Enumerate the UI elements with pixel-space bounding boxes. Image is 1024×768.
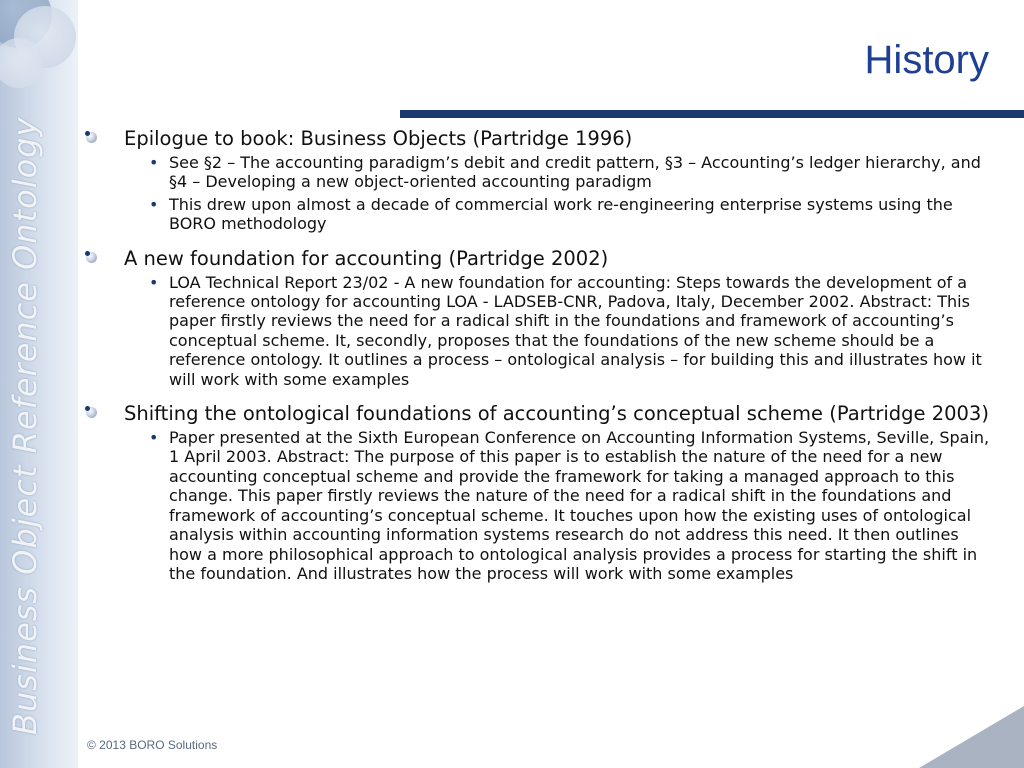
bullet-icon — [84, 250, 98, 264]
sub-bullet-list — [124, 428, 994, 583]
bullet-text: Shifting the ontological foundations of accounting’s conceptual scheme (Partridge 2003) — [124, 402, 989, 426]
sub-bullet-item — [124, 273, 994, 389]
corner-triangle-decoration — [919, 706, 1024, 768]
bullet-text: A new foundation for accounting (Partridge 2002) — [124, 246, 609, 270]
sub-bullet-icon: • — [149, 428, 159, 448]
sub-bullet-item — [124, 195, 994, 234]
bullet-icon — [84, 130, 98, 144]
bullet-text: Epilogue to book: Business Objects (Partridge 1996) — [124, 127, 633, 150]
title-divider — [400, 110, 1024, 118]
bullet-item — [84, 248, 994, 389]
copyright-footer: © 2013 BORO Solutions — [87, 738, 218, 752]
sub-bullet-item — [124, 428, 994, 583]
sub-bullet-icon: • — [149, 153, 159, 172]
bullet-item — [84, 403, 994, 583]
bullet-item — [84, 128, 994, 234]
sub-bullet-list — [124, 153, 994, 234]
sub-bullet-text: See §2 – The accounting paradigm’s debit and credit pattern, §3 – Accounting’s ledger hierarchy, and §4 – Developing a new object-oriented accounting paradigm — [169, 153, 981, 192]
sub-bullet-item — [124, 153, 994, 192]
slide-content — [84, 128, 994, 586]
bullet-icon — [84, 405, 98, 419]
sub-bullet-icon: • — [149, 272, 159, 292]
sub-bullet-text: This drew upon almost a decade of commercial work re-engineering enterprise systems using the BORO methodology — [169, 194, 953, 234]
sub-bullet-icon: • — [149, 194, 159, 214]
sub-bullet-text: LOA Technical Report 23/02 - A new foundation for accounting: Steps towards the development of a reference ontology for accounting LOA - LADSEB-CNR, Padova, Italy, December 2002. Abstract: This paper firstly reviews the need for a radical shift in the foundations and framework of accounting’s conceptual scheme. It, secondly, proposes that the foundations of the new scheme should be a reference ontology. It outlines a process – ontological analysis – for building this and illustrates how it will work with some examples — [169, 272, 982, 389]
sub-bullet-text: Paper presented at the Sixth European Conference on Accounting Information Systems, Seville, Spain, 1 April 2003. Abstract: The purpose of this paper is to establish the nature of the need for a new accounting conceptual scheme and provide the framework for taking a managed approach to this change. This paper firstly reviews the nature of the need for a radical shift in the foundations and framework of accounting’s conceptual scheme. It touches upon how the existing uses of ontological analysis within accounting information systems research do not address this need. It then outlines how a more philosophical approach to ontological analysis provides a process for starting the shift in the foundation. And illustrates how the process will work with some examples — [169, 428, 990, 583]
slide-title: History — [864, 38, 989, 82]
side-brand-text: Business Object Reference Ontology — [6, 116, 44, 735]
sub-bullet-list — [124, 273, 994, 389]
